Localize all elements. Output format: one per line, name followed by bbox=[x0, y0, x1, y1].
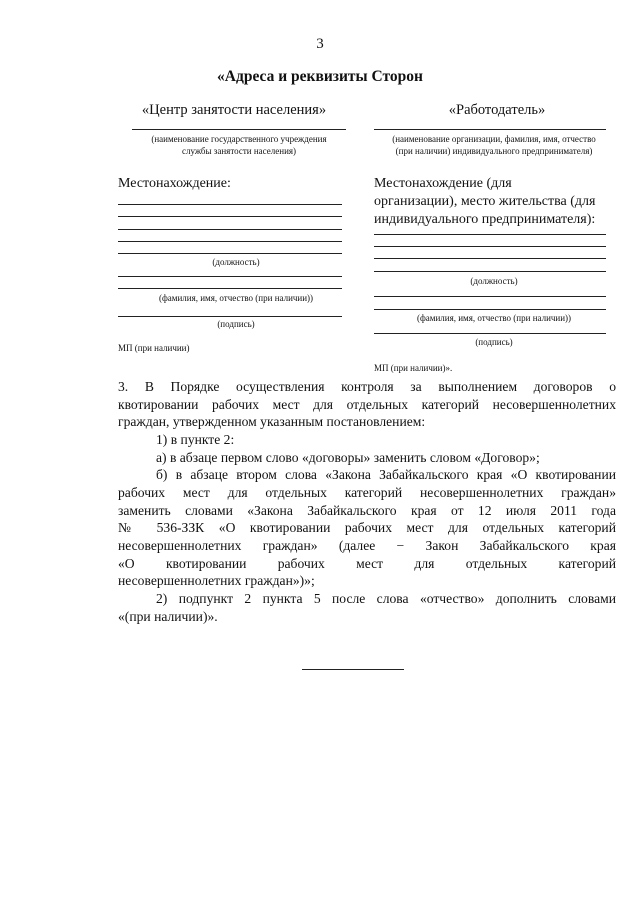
body-line-12: несовершеннолетних граждан»)»; bbox=[118, 573, 315, 588]
body-line-14: «(при наличии)». bbox=[118, 609, 218, 624]
right-address-line-1 bbox=[374, 234, 606, 235]
right-address-line-2 bbox=[374, 246, 606, 247]
right-location-label-line2: организации), место жительства (для bbox=[374, 194, 596, 209]
right-name-caption-line2: (при наличии) индивидуального предпринимателя) bbox=[395, 146, 593, 156]
left-name-caption-line2: службы занятости населения) bbox=[181, 146, 297, 156]
section-title: «Адреса и реквизиты Сторон bbox=[217, 68, 423, 85]
right-address-line-3 bbox=[374, 258, 606, 259]
body-line-8: заменить словами «Закона Забайкальского края от 12 июля 2011 года bbox=[118, 503, 616, 518]
right-signature-line bbox=[374, 333, 606, 334]
body-line-7: рабочих мест для отдельных категорий несовершеннолетних граждан» bbox=[118, 485, 616, 500]
body-line-9: № 536-ЗЗК «О квотировании рабочих мест для отдельных категорий bbox=[118, 520, 616, 535]
body-line-3: граждан, утвержденном указанным постановлением: bbox=[118, 414, 426, 429]
body-line-6: б) в абзаце втором слова «Закона Забайкальского края «О квотировании bbox=[156, 467, 616, 482]
left-signature-line bbox=[118, 316, 342, 317]
right-name-line bbox=[374, 129, 606, 130]
end-separator-line bbox=[302, 669, 404, 670]
right-extra-line bbox=[374, 296, 606, 297]
body-line-5: а) в абзаце первом слово «договоры» заменить словом «Договор»; bbox=[156, 450, 540, 465]
body-line-13: 2) подпункт 2 пункта 5 после слова «отчество» дополнить словами bbox=[156, 591, 616, 606]
right-position-caption: (должность) bbox=[470, 276, 518, 286]
right-signature-caption: (подпись) bbox=[475, 337, 513, 347]
right-name-caption bbox=[368, 133, 620, 157]
left-location-label: Местонахождение: bbox=[118, 176, 231, 191]
body-line-1: 3. В Порядке осуществления контроля за выполнением договоров о bbox=[118, 379, 616, 394]
left-party-header: «Центр занятости населения» bbox=[141, 102, 327, 118]
left-extra-line bbox=[118, 276, 342, 277]
left-address-line-1 bbox=[118, 204, 342, 205]
right-position-line bbox=[374, 271, 606, 272]
right-stamp: МП (при наличии)». bbox=[374, 363, 453, 373]
left-position-line bbox=[118, 253, 342, 254]
right-location-label bbox=[374, 175, 595, 229]
right-fio-caption: (фамилия, имя, отчество (при наличии)) bbox=[416, 313, 572, 323]
right-name-caption-line1: (наименование организации, фамилия, имя, отчество bbox=[392, 134, 596, 144]
right-fio-line bbox=[374, 309, 606, 310]
left-name-caption bbox=[118, 133, 360, 157]
left-stamp: МП (при наличии) bbox=[118, 343, 190, 353]
page-number: 3 bbox=[316, 36, 324, 52]
right-location-label-line1: Местонахождение (для bbox=[374, 176, 512, 191]
left-name-line bbox=[132, 129, 346, 130]
body-line-11: «О квотировании рабочих мест для отдельных категорий bbox=[118, 556, 616, 571]
left-signature-caption: (подпись) bbox=[217, 319, 255, 329]
left-fio-line bbox=[118, 288, 342, 289]
body-line-10: несовершеннолетних граждан» (далее − Закон Забайкальского края bbox=[118, 538, 616, 553]
left-address-line-2 bbox=[118, 216, 342, 217]
body-line-4: 1) в пункте 2: bbox=[156, 432, 235, 447]
left-position-caption: (должность) bbox=[212, 257, 260, 267]
left-address-line-4 bbox=[118, 241, 342, 242]
left-address-line-3 bbox=[118, 229, 342, 230]
left-fio-caption: (фамилия, имя, отчество (при наличии)) bbox=[158, 293, 314, 303]
right-party-header: «Работодатель» bbox=[448, 102, 546, 118]
body-line-2: квотировании рабочих мест для отдельных категорий несовершеннолетних bbox=[118, 397, 616, 412]
right-location-label-line3: индивидуального предпринимателя): bbox=[374, 212, 596, 227]
left-name-caption-line1: (наименование государственного учреждения bbox=[151, 134, 327, 144]
